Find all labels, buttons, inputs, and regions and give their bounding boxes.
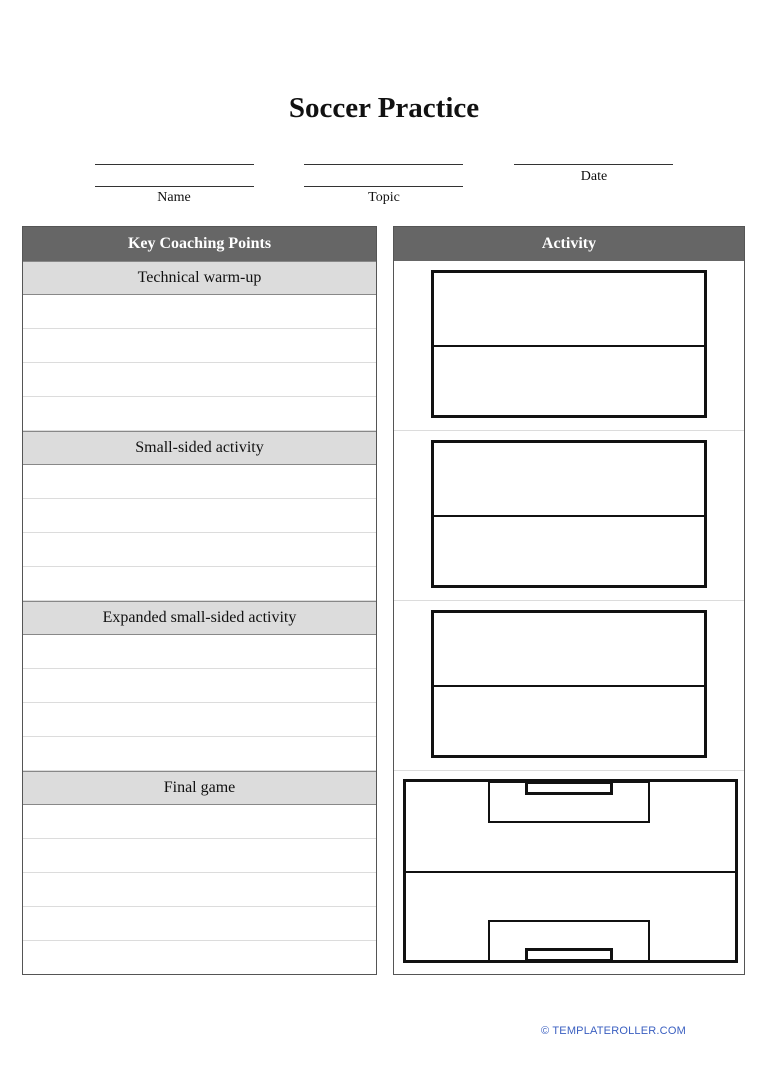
activity-divider: [394, 430, 744, 431]
topic-line-2[interactable]: [304, 186, 463, 187]
activity-panel: [393, 226, 745, 975]
topic-line-1[interactable]: [304, 164, 463, 165]
coaching-point-row[interactable]: [23, 703, 376, 737]
coaching-point-row[interactable]: [23, 635, 376, 669]
activity-divider: [394, 770, 744, 771]
coaching-point-row[interactable]: [23, 295, 376, 329]
section-header-warm-up: Technical warm-up: [23, 261, 376, 295]
name-line-2[interactable]: [95, 186, 254, 187]
coaching-point-row[interactable]: [23, 907, 376, 941]
halfway-line: [434, 515, 704, 517]
goal-area-top: [525, 781, 613, 795]
coaching-point-row[interactable]: [23, 669, 376, 703]
half-field-diagram[interactable]: [431, 270, 707, 418]
coaching-point-row[interactable]: [23, 533, 376, 567]
section-header-expanded: Expanded small-sided activity: [23, 601, 376, 635]
footer-credit[interactable]: © TEMPLATEROLLER.COM: [541, 1025, 686, 1037]
section-header-final-game: Final game: [23, 771, 376, 805]
halfway-line: [434, 685, 704, 687]
topic-label: Topic: [368, 190, 400, 205]
name-label: Name: [157, 190, 191, 205]
halfway-line: [406, 871, 735, 873]
date-line[interactable]: [514, 164, 673, 165]
section-header-small-sided: Small-sided activity: [23, 431, 376, 465]
coaching-point-row[interactable]: [23, 941, 376, 975]
halfway-line: [434, 345, 704, 347]
coaching-point-row[interactable]: [23, 567, 376, 601]
coaching-point-row[interactable]: [23, 839, 376, 873]
coaching-points-panel: [22, 226, 377, 975]
page-title: Soccer Practice: [288, 92, 480, 124]
half-field-diagram[interactable]: [431, 610, 707, 758]
date-label: Date: [580, 169, 608, 184]
coaching-point-row[interactable]: [23, 499, 376, 533]
activity-header: Activity: [394, 227, 744, 261]
full-field-diagram[interactable]: [403, 779, 738, 963]
coaching-points-header: Key Coaching Points: [23, 227, 376, 261]
goal-area-bottom: [525, 948, 613, 962]
coaching-point-row[interactable]: [23, 363, 376, 397]
coaching-point-row[interactable]: [23, 873, 376, 907]
coaching-point-row[interactable]: [23, 329, 376, 363]
coaching-point-row[interactable]: [23, 737, 376, 771]
name-line-1[interactable]: [95, 164, 254, 165]
activity-divider: [394, 600, 744, 601]
coaching-point-row[interactable]: [23, 465, 376, 499]
half-field-diagram[interactable]: [431, 440, 707, 588]
coaching-point-row[interactable]: [23, 397, 376, 431]
coaching-point-row[interactable]: [23, 805, 376, 839]
